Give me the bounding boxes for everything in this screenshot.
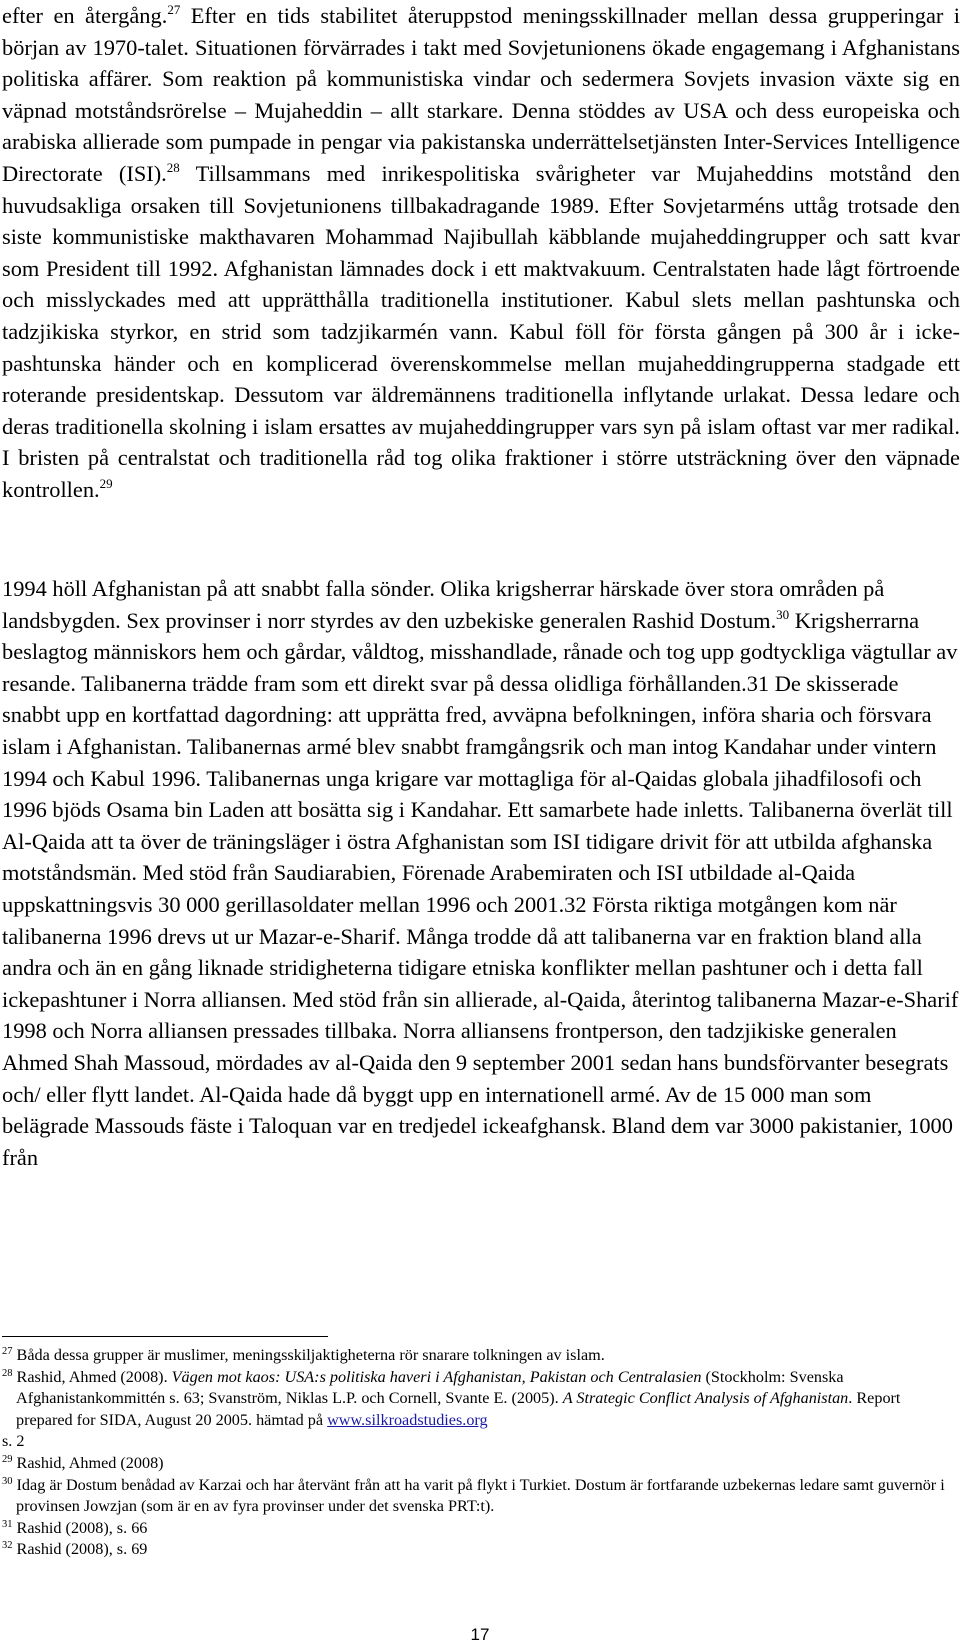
footnote-text: Rashid, Ahmed (2008). bbox=[16, 1367, 172, 1386]
footnote-ref-29[interactable]: 29 bbox=[99, 475, 113, 491]
paragraph-text: efter en återgång. bbox=[2, 3, 168, 28]
silkroadstudies-link[interactable]: www.silkroadstudies.org bbox=[327, 1410, 488, 1429]
footnote-27 bbox=[2, 1345, 958, 1367]
footnote-ref-27[interactable]: 27 bbox=[167, 2, 181, 17]
footnote-text: Båda dessa grupper är muslimer, meningsskiljaktigheterna rör snarare tolkningen av islam. bbox=[16, 1346, 605, 1364]
footnote-text: Rashid, Ahmed (2008) bbox=[16, 1453, 164, 1472]
footnote-ref-30[interactable]: 30 bbox=[776, 606, 790, 622]
footnote-number: 31 bbox=[2, 1518, 13, 1530]
footnote-number: 32 bbox=[2, 1540, 13, 1552]
footnote-text: Rashid (2008), s. 66 bbox=[16, 1518, 148, 1537]
footnote-text: . Report prepared for SIDA, August 20 2005. hämtad på bbox=[16, 1389, 901, 1429]
paragraph-text: Tillsammans med inrikespolitiska svårigheter var Mujaheddins motstånd den huvudsakliga orsaken till Sovjetunionens tillbakadragande 1989. Efter Sovjetarméns uttåg trotsade den siste kommunistiske makthavaren Mohammad Najibullah käbblande mujaheddingrupper och satt kvar som President till 1992. Afghanistan lämnades dock i ett maktvakuum. Centralstaten hade lågt förtroende och misslyckades med att upprätthålla traditionella institutioner. Kabul slets mellan pashtunska och tadzjikiska styrkor, en strid som tadzjikarmén vann. Kabul föll för första gången på 300 år i icke-pashtunska händer och en komplicerad överenskommelse mellan mujaheddingrupperna stadgade ett roterande presidentskap. Dessutom var äldremännens traditionella inflytande urlakat. Dessa ledare och deras traditionella skolning i islam ersattes av mujaheddingrupper vars syn på islam oftast var mer radikal. I bristen på centralstat och traditionella råd tog olika fraktioner i större utsträckning över den väpnade kontrollen. bbox=[2, 160, 960, 502]
footnote-text: (Stockholm: Svenska Afghanistankommittén s. 63; Svanström, Niklas L.P. och Cornell, Svante E. (2005). bbox=[16, 1367, 844, 1408]
footnote-number: 27 bbox=[2, 1346, 13, 1357]
footnote-31 bbox=[2, 1518, 958, 1540]
footnote-italic-title: A Strategic Conflict Analysis of Afghanistan bbox=[562, 1389, 849, 1408]
footnote-number: 30 bbox=[2, 1475, 13, 1487]
footnote-italic-title: Vägen mot kaos: USA:s politiska haveri i Afghanistan, Pakistan och Centralasien bbox=[171, 1367, 702, 1386]
footnote-28 bbox=[2, 1367, 958, 1432]
body-paragraph-2 bbox=[2, 573, 960, 1173]
footnote-32 bbox=[2, 1539, 958, 1561]
footnote-29 bbox=[2, 1453, 958, 1475]
footnote-separator bbox=[2, 1336, 328, 1337]
footnote-number: 28 bbox=[2, 1367, 13, 1379]
paragraph-text: Krigsherrarna beslagtog människors hem och gårdar, våldtog, misshandlade, rånade och tog upp godtyckliga vägtullar av resande. Talibanerna trädde fram som ett direkt svar på dessa olidliga förhållanden.31 De skisserade snabbt upp en kortfattad dagordning: att upprätta fred, avväpna befolkningen, införa sharia och försvara islam i Afghanistan. Talibanernas armé blev snabbt framgångsrik och man intog Kandahar under vintern 1994 och Kabul 1996. Talibanernas unga krigare var mottagliga för al-Qaidas globala jihadfilosofi och 1996 bjöds Osama bin Laden att bosätta sig i Kandahar. Ett samarbete hade inletts. Talibanerna överlät till Al-Qaida att ta över de träningsläger i östra Afghanistan som ISI tidigare drivit för att utbilda afghanska motståndsmän. Med stöd från Saudiarabien, Förenade Arabemiraten och ISI utbildade al-Qaida uppskattningsvis 30 000 gerillasoldater mellan 1996 och 2001.32 Första riktiga motgången kom när talibanerna 1996 drevs ut ur Mazar-e-Sharif. Många trodde då att talibanerna var en fraktion bland alla andra och än en gång liknade stridigheterna tidigare etniska konflikter mellan pashtuner och i detta fall ickepashtuner i Norra alliansen. Med stöd från sin allierade, al-Qaida, återintog talibanerna Mazar-e-Sharif 1998 och Norra alliansen pressades tillbaka. Norra alliansens frontperson, den tadzjikiske generalen Ahmed Shah Massoud, mördades av al-Qaida den 9 september 2001 sedan hans bundsförvanter besegrats och/ eller flytt landet. Al-Qaida hade då byggt upp en internationell armé. Av de 15 000 man som belägrade Massouds fäste i Taloquan var en tredjedel ickeafghansk. Bland dem var 3000 pakistanier, 1000 från bbox=[2, 607, 959, 1170]
paragraph-text: 1994 höll Afghanistan på att snabbt falla sönder. Olika krigsherrar härskade över stora områden på landsbygden. Sex provinser i norr styrdes av den uzbekiske generalen Rashid Dostum. bbox=[2, 576, 885, 633]
footnote-text: Idag är Dostum benådad av Karzai och har återvänt från att ha varit på flykt i Turkiet. Dostum är fortfarande uzbekernas ledare samt guvernör i provinsen Jowzjan (som är en av fyra provinser under det svenska PRT:t). bbox=[16, 1475, 945, 1516]
page-number: 17 bbox=[470, 1625, 490, 1644]
body-paragraph-1 bbox=[2, 0, 960, 506]
footnote-28-continued: s. 2 bbox=[2, 1432, 25, 1451]
footnote-text: Rashid (2008), s. 69 bbox=[16, 1540, 148, 1559]
footnote-ref-28[interactable]: 28 bbox=[166, 159, 180, 175]
footnote-30 bbox=[2, 1475, 958, 1518]
footnote-number: 29 bbox=[2, 1453, 13, 1465]
paragraph-text: Efter en tids stabilitet återuppstod meningsskillnader mellan dessa grupperingar i början av 1970-talet. Situationen förvärrades i takt med Sovjetunionens ökade engagemang i Afghanistans politiska affärer. Som reaktion på kommunistiska vindar och sedermera Sovjets invasion växte sig en väpnad motståndsrörelse – Mujaheddin – allt starkare. Denna stöddes av USA och dess europeiska och arabiska allierade som pumpade in pengar via pakistanska underrättelsetjänsten Inter-Services Intelligence Directorate (ISI). bbox=[2, 3, 960, 186]
footnotes bbox=[2, 1345, 958, 1561]
